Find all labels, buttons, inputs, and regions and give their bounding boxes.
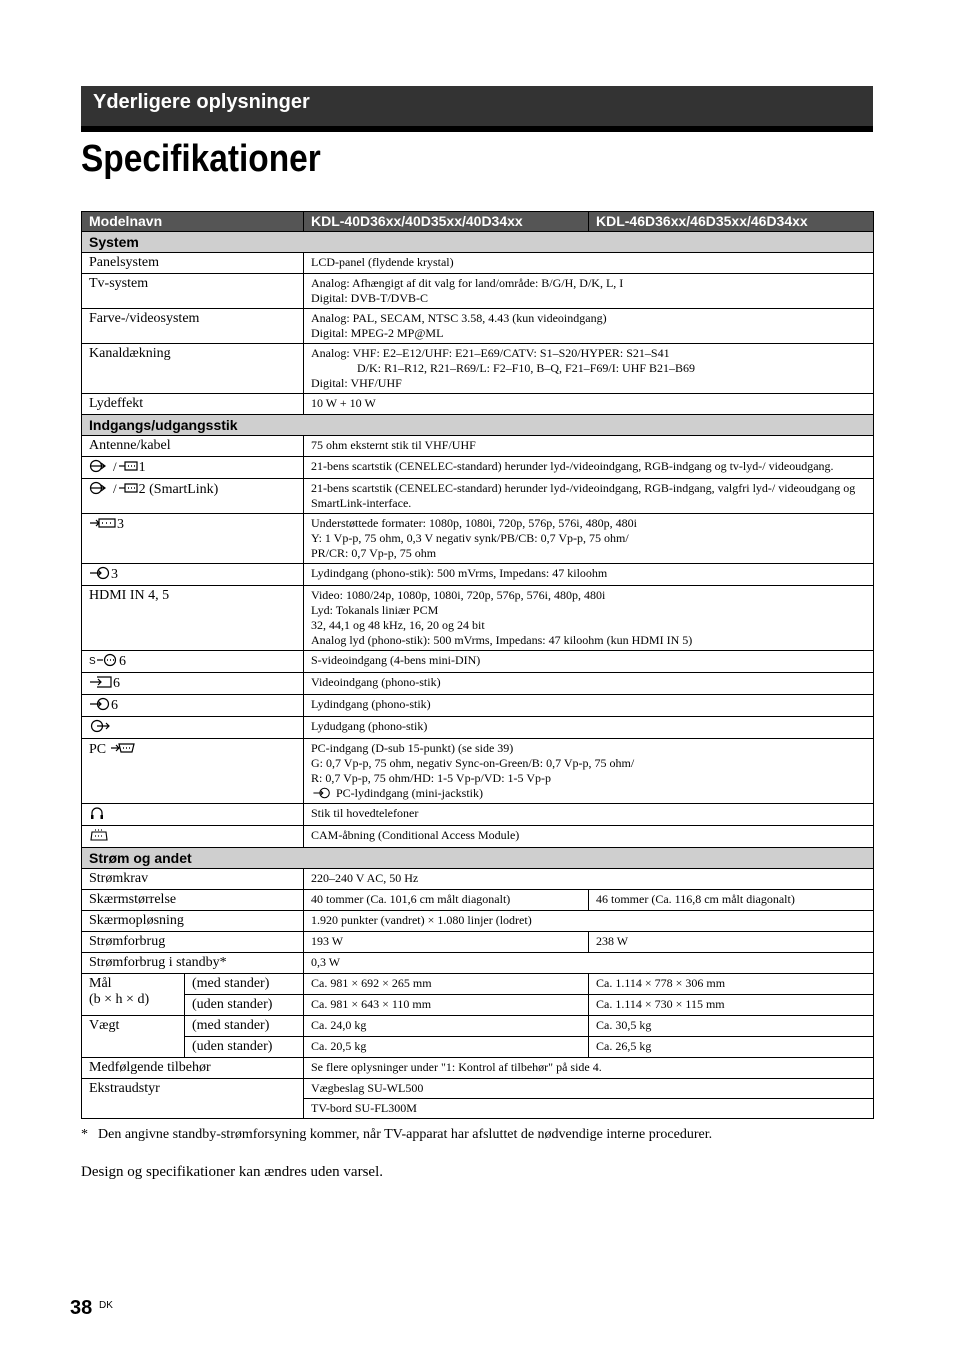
- pc-input-icon: [110, 741, 136, 755]
- scart-in-icon: [89, 481, 113, 495]
- component-number: 3: [117, 517, 124, 532]
- row-value: 0,3 W: [304, 953, 874, 974]
- audio3-number: 3: [111, 567, 118, 582]
- specifications-table: [81, 211, 874, 1119]
- row-value: [304, 739, 874, 804]
- row-value-40: 193 W: [304, 932, 589, 953]
- row-label: Skærmopløsning: [82, 911, 304, 932]
- section-header: [81, 86, 873, 126]
- row-value: S-videoindgang (4-bens mini-DIN): [304, 651, 874, 673]
- row-value: Lydindgang (phono-stik): 500 mVrms, Impedans: 47 kiloohm: [304, 564, 874, 586]
- header-model-name: Modelnavn: [82, 212, 304, 232]
- row-sublabel: (uden stander): [185, 1037, 304, 1058]
- table-row: [82, 932, 874, 953]
- row-label: [82, 739, 304, 804]
- row-value-46: Ca. 30,5 kg: [589, 1016, 874, 1037]
- dimensions-label: Mål: [89, 976, 112, 991]
- component-video-icon: [89, 516, 117, 530]
- row-label: / 1: [82, 457, 304, 479]
- footnote-mark: *: [81, 1127, 88, 1142]
- audio-in-icon: [89, 697, 111, 711]
- table-row: [82, 436, 874, 457]
- row-label: Strømforbrug: [82, 932, 304, 953]
- table-row: [82, 673, 874, 695]
- row-label: [82, 695, 304, 717]
- row-label: [82, 804, 304, 826]
- row-value-40: Ca. 981 × 643 × 110 mm: [304, 995, 589, 1016]
- audio-out-icon: [89, 719, 111, 733]
- row-label: [82, 651, 304, 673]
- table-row: [82, 586, 874, 651]
- row-label: Panelsystem: [82, 253, 304, 274]
- table-row: [82, 309, 874, 344]
- row-value-46: 46 tommer (Ca. 116,8 cm målt diagonalt): [589, 890, 874, 911]
- row-label: Kanaldækning: [82, 344, 304, 394]
- row-value: TV-bord SU-FL300M: [304, 1099, 874, 1119]
- table-row: [82, 1079, 874, 1099]
- row-value-40: 40 tommer (Ca. 101,6 cm målt diagonalt): [304, 890, 589, 911]
- table-row: [82, 1058, 874, 1079]
- row-label: Skærmstørrelse: [82, 890, 304, 911]
- row-value: 21-bens scartstik (CENELEC-standard) herunder lyd-/videoindgang, RGB-indgang, valgfri lyd-/ videoudgang og SmartLink-interface.: [304, 479, 874, 514]
- group-inputs-outputs: Indgangs/udgangsstik: [82, 415, 874, 436]
- table-row: [82, 651, 874, 673]
- group-system: System: [82, 232, 874, 253]
- row-label: Strømkrav: [82, 869, 304, 890]
- row-value-46: Ca. 1.114 × 730 × 115 mm: [589, 995, 874, 1016]
- row-value: Stik til hovedtelefoner: [304, 804, 874, 826]
- dimensions-sublabel: (b × h × d): [89, 992, 150, 1007]
- row-label: Tv-system: [82, 274, 304, 309]
- audio-in-icon: [89, 566, 111, 580]
- table-row: [82, 1037, 874, 1058]
- row-label: [82, 974, 185, 1016]
- table-row: [82, 804, 874, 826]
- value-line: Lyd: Tokanals liniær PCM: [311, 603, 439, 617]
- value-line: G: 0,7 Vp-p, 75 ohm, negativ Sync-on-Green/B: 0,7 Vp-p, 75 ohm/: [311, 756, 635, 770]
- row-value: Lydindgang (phono-stik): [304, 695, 874, 717]
- table-row: [82, 564, 874, 586]
- row-label: Vægt: [82, 1016, 185, 1058]
- row-value: 10 W + 10 W: [304, 394, 874, 415]
- row-sublabel: (med stander): [185, 974, 304, 995]
- table-row: [82, 826, 874, 848]
- row-value-40: Ca. 24,0 kg: [304, 1016, 589, 1037]
- design-note: Design og specifikationer kan ændres uden varsel.: [81, 1164, 383, 1180]
- audio-in-icon: [311, 787, 333, 799]
- value-line: 32, 44,1 og 48 kHz, 16, 20 og 24 bit: [311, 618, 485, 632]
- group-power-other: Strøm og andet: [82, 848, 874, 869]
- value-line: Analog lyd (phono-stik): 500 mVrms, Impedans: 47 kiloohm (kun HDMI IN 5): [311, 633, 693, 647]
- row-label: [82, 514, 304, 564]
- value-line: Digital: MPEG-2 MP@ML: [311, 326, 444, 340]
- svg-text:S: S: [89, 656, 96, 667]
- row-label: Farve-/videosystem: [82, 309, 304, 344]
- table-row: [82, 1016, 874, 1037]
- table-row: [82, 953, 874, 974]
- row-value: [304, 274, 874, 309]
- value-line: PR/CR: 0,7 Vp-p, 75 ohm: [311, 546, 437, 560]
- row-value: 220–240 V AC, 50 Hz: [304, 869, 874, 890]
- row-value: Se flere oplysninger under "1: Kontrol af tilbehør" på side 4.: [304, 1058, 874, 1079]
- table-row: [82, 695, 874, 717]
- table-row: [82, 911, 874, 932]
- row-label: [82, 826, 304, 848]
- value-line: D/K: R1–R12, R21–R69/L: F2–F10, B–Q, F21–F69/I: UHF B21–B69: [357, 361, 696, 375]
- value-line: Analog: Afhængigt af dit valg for land/område: B/G/H, D/K, L, I: [311, 276, 624, 290]
- table-row: [82, 514, 874, 564]
- row-value: Videoindgang (phono-stik): [304, 673, 874, 695]
- value-line: Analog: PAL, SECAM, NTSC 3.58, 4.43 (kun videoindgang): [311, 311, 607, 325]
- scart-out-icon: [117, 459, 139, 473]
- page-language: DK: [99, 1300, 113, 1311]
- row-value-40: Ca. 981 × 692 × 265 mm: [304, 974, 589, 995]
- row-label: HDMI IN 4, 5: [82, 586, 304, 651]
- table-row: [82, 717, 874, 739]
- svideo-number: 6: [119, 654, 126, 669]
- value-line: Digital: VHF/UHF: [311, 376, 402, 390]
- row-value: 75 ohm eksternt stik til VHF/UHF: [304, 436, 874, 457]
- row-sublabel: (uden stander): [185, 995, 304, 1016]
- row-value: Lydudgang (phono-stik): [304, 717, 874, 739]
- header-model-40: KDL-40D36xx/40D35xx/40D34xx: [304, 212, 589, 232]
- page-number: 38: [70, 1297, 93, 1319]
- row-value-46: Ca. 26,5 kg: [589, 1037, 874, 1058]
- table-row: [82, 995, 874, 1016]
- row-value: Vægbeslag SU-WL500: [304, 1079, 874, 1099]
- s-video-icon: [89, 653, 119, 667]
- row-label: Strømforbrug i standby*: [82, 953, 304, 974]
- table-row: [82, 974, 874, 995]
- page-title: Specifikationer: [81, 138, 321, 180]
- row-value: [304, 344, 874, 394]
- row-value: [304, 514, 874, 564]
- table-row: [82, 739, 874, 804]
- row-value: [304, 309, 874, 344]
- header-model-46: KDL-46D36xx/46D35xx/46D34xx: [589, 212, 874, 232]
- table-row: [82, 479, 874, 514]
- row-value: 21-bens scartstik (CENELEC-standard) herunder lyd-/videoindgang, RGB-indgang og tv-lyd-/ videoudgang.: [304, 457, 874, 479]
- row-label: [82, 673, 304, 695]
- table-header-row: [82, 212, 874, 232]
- row-label: Antenne/kabel: [82, 436, 304, 457]
- scart-out-icon: [117, 481, 139, 495]
- headphones-icon: [89, 806, 105, 820]
- scart-in-icon: [89, 459, 113, 473]
- value-line: Video: 1080/24p, 1080p, 1080i, 720p, 576p, 576i, 480p, 480i: [311, 588, 606, 602]
- row-value-40: Ca. 20,5 kg: [304, 1037, 589, 1058]
- row-label: Ekstraudstyr: [82, 1079, 304, 1119]
- footnote-text: Den angivne standby-strømforsyning kommer, når TV-apparat har afsluttet de nødvendige interne procedurer.: [98, 1127, 713, 1142]
- value-line: Y: 1 Vp-p, 75 ohm, 0,3 V negativ synk/PB/CB: 0,7 Vp-p, 75 ohm/: [311, 531, 629, 545]
- value-line: R: 0,7 Vp-p, 75 ohm/HD: 1-5 Vp-p/VD: 1-5 Vp-p: [311, 771, 551, 785]
- value-line: [311, 786, 867, 801]
- row-value: 1.920 punkter (vandret) × 1.080 linjer (lodret): [304, 911, 874, 932]
- table-row: [82, 253, 874, 274]
- table-row: [82, 394, 874, 415]
- row-value-46: Ca. 1.114 × 778 × 306 mm: [589, 974, 874, 995]
- value-line: Analog: VHF: E2–E12/UHF: E21–E69/CATV: S1–S20/HYPER: S21–S41: [311, 346, 670, 360]
- video6-number: 6: [113, 676, 120, 691]
- section-header-title: Yderligere oplysninger: [93, 91, 310, 113]
- value-line: PC-indgang (D-sub 15-punkt) (se side 39): [311, 741, 514, 755]
- row-sublabel: (med stander): [185, 1016, 304, 1037]
- row-label: Medfølgende tilbehør: [82, 1058, 304, 1079]
- table-row: [82, 274, 874, 309]
- row-label: Lydeffekt: [82, 394, 304, 415]
- row-value: LCD-panel (flydende krystal): [304, 253, 874, 274]
- pc-label: PC: [89, 742, 107, 757]
- row-label: [82, 717, 304, 739]
- row-value: [304, 586, 874, 651]
- table-row: [82, 457, 874, 479]
- scart1-number: 1: [138, 460, 146, 475]
- row-value: CAM-åbning (Conditional Access Module): [304, 826, 874, 848]
- value-line: Digital: DVB-T/DVB-C: [311, 291, 428, 305]
- table-row: [82, 344, 874, 394]
- row-label: [82, 564, 304, 586]
- section-divider: [81, 126, 873, 132]
- audio6-number: 6: [111, 698, 118, 713]
- table-row: [82, 869, 874, 890]
- scart2-label: 2 (SmartLink): [138, 482, 219, 497]
- value-line: Understøttede formater: 1080p, 1080i, 720p, 576p, 576i, 480p, 480i: [311, 516, 637, 530]
- table-row: [82, 890, 874, 911]
- pc-audio-text: PC-lydindgang (mini-jackstik): [336, 786, 483, 800]
- row-value-46: 238 W: [589, 932, 874, 953]
- row-label: / 2 (SmartLink): [82, 479, 304, 514]
- footnote: [81, 1127, 712, 1143]
- video-in-icon: [89, 675, 113, 689]
- cam-slot-icon: [89, 828, 109, 842]
